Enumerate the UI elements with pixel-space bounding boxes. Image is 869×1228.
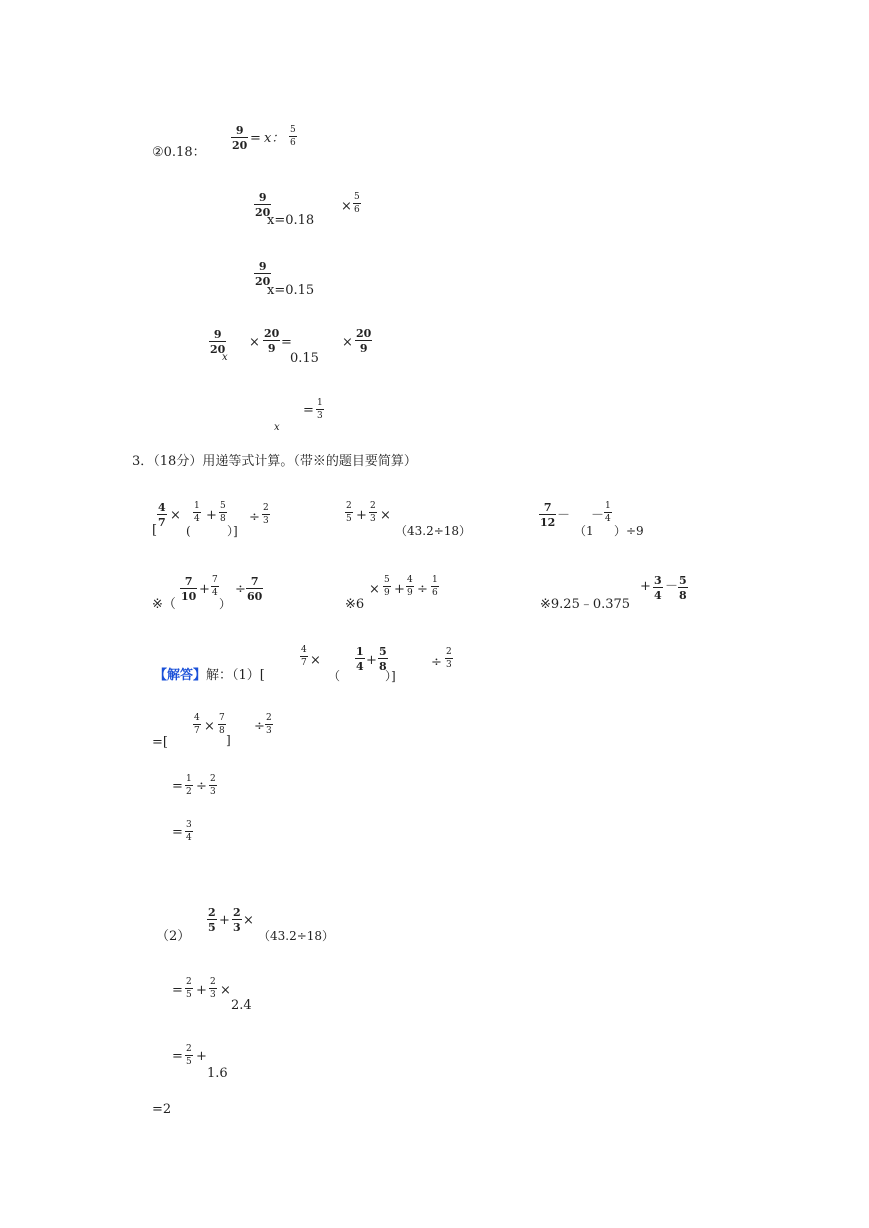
fraction: 1 4 [605, 501, 611, 524]
divide-sign: ÷ [249, 510, 260, 525]
times-sign: × [310, 653, 321, 668]
fraction: 7 4 [212, 575, 218, 598]
plus-sign: + [199, 582, 210, 597]
equals-sign: = [172, 825, 183, 840]
variable-x: x： [264, 131, 285, 146]
equals-sign: = [303, 403, 314, 418]
minus-sign: － [665, 579, 679, 594]
fraction: 7 10 [181, 575, 197, 603]
fraction: 5 8 [679, 574, 687, 602]
part-label: （2） [156, 929, 191, 944]
equals-sign: = [250, 131, 261, 146]
bracket: ）] [227, 524, 238, 538]
divide-sign: ÷ [254, 719, 265, 734]
plus-sign: + [196, 1049, 207, 1064]
fraction: 1 4 [356, 645, 364, 673]
times-sign: × [170, 508, 181, 523]
fraction: 4 7 [301, 645, 307, 668]
equals-sign: = [281, 335, 292, 350]
fraction: 9 20 [232, 124, 248, 152]
fraction: 2 3 [446, 647, 452, 670]
expression-text: ※6 [345, 597, 365, 612]
fraction: 2 5 [208, 906, 216, 934]
paren: ） [219, 597, 232, 611]
times-sign: × [220, 983, 231, 998]
fraction: 20 9 [264, 327, 280, 355]
fraction: 5 8 [379, 645, 387, 673]
fraction: 4 7 [194, 713, 200, 736]
fraction: 9 20 [255, 191, 271, 219]
minus-sign: － [557, 508, 571, 523]
divide-sign: ÷ [235, 582, 246, 597]
variable-x: x [222, 352, 228, 363]
fraction: 2 5 [186, 1044, 192, 1067]
divide-sign: ÷ [196, 779, 207, 794]
equals-sign: = [172, 1049, 183, 1064]
answer-intro: 解：（1）[ [206, 668, 265, 683]
fraction: 3 4 [186, 820, 192, 843]
divide-sign: ÷ [431, 655, 442, 670]
fraction: 4 9 [407, 575, 413, 598]
divide-sign: ÷ [417, 582, 428, 597]
value: 2.4 [231, 998, 252, 1013]
fraction: 1 2 [186, 774, 192, 797]
fraction: 9 20 [255, 260, 271, 288]
expression-text: ※（ [152, 597, 176, 612]
equation-text: x=0.18 [267, 213, 315, 228]
equals-sign: = [172, 779, 183, 794]
fraction: 5 9 [384, 575, 390, 598]
fraction: 2 3 [210, 977, 216, 1000]
expression-text: （43.2÷18） [258, 929, 335, 943]
fraction: 4 7 [158, 501, 166, 529]
fraction: 5 6 [354, 192, 360, 215]
minus-sign: － [591, 508, 605, 523]
problem-label: ②0.18： [152, 145, 206, 160]
paren: ( [186, 524, 191, 538]
fraction: 2 3 [370, 501, 376, 524]
times-sign: × [341, 199, 352, 214]
fraction: 1 3 [317, 398, 323, 421]
plus-sign: + [356, 508, 367, 523]
value: 0.15 [290, 351, 319, 366]
expression-text: （43.2÷18） [395, 524, 472, 538]
times-sign: × [249, 335, 260, 350]
equals-sign: = [172, 983, 183, 998]
times-sign: × [380, 508, 391, 523]
fraction: 7 60 [247, 575, 263, 603]
fraction: 2 5 [346, 501, 352, 524]
expression-text: ※9.25﹣0.375 [540, 597, 631, 612]
fraction: 5 6 [290, 125, 296, 148]
expression-text: （1 [574, 524, 594, 538]
fraction: 7 8 [219, 713, 225, 736]
plus-sign: + [366, 653, 377, 668]
times-sign: × [204, 719, 215, 734]
plus-sign: + [206, 508, 217, 523]
times-sign: × [342, 335, 353, 350]
bracket: ] [226, 733, 231, 747]
plus-sign: + [640, 579, 651, 594]
fraction: 9 20 [210, 328, 226, 356]
fraction: 1 4 [194, 501, 200, 524]
variable-x: x [274, 422, 280, 433]
fraction: 7 12 [540, 501, 556, 529]
fraction: 3 4 [654, 574, 662, 602]
paren: （ [328, 669, 341, 683]
bracket: [ [152, 523, 158, 538]
fraction: 2 3 [210, 774, 216, 797]
question-heading: 3．（18分）用递等式计算。（带※的题目要简算） [132, 454, 417, 469]
equation-text: =[ [152, 735, 168, 750]
value: 1.6 [207, 1066, 228, 1081]
equation-text: x=0.15 [267, 283, 315, 298]
answer-tag: 【解答】 [154, 668, 207, 683]
fraction: 2 3 [263, 503, 269, 526]
fraction: 2 3 [233, 906, 241, 934]
times-sign: × [243, 913, 254, 928]
expression-text: ）÷9 [614, 524, 644, 538]
fraction: 5 8 [220, 501, 226, 524]
plus-sign: + [219, 913, 230, 928]
plus-sign: + [394, 582, 405, 597]
plus-sign: + [196, 983, 207, 998]
fraction: 1 6 [432, 575, 438, 598]
fraction: 2 5 [186, 977, 192, 1000]
bracket: ）] [385, 669, 396, 683]
result: =2 [152, 1102, 172, 1117]
times-sign: × [369, 582, 380, 597]
fraction: 20 9 [356, 327, 372, 355]
fraction: 2 3 [266, 713, 272, 736]
